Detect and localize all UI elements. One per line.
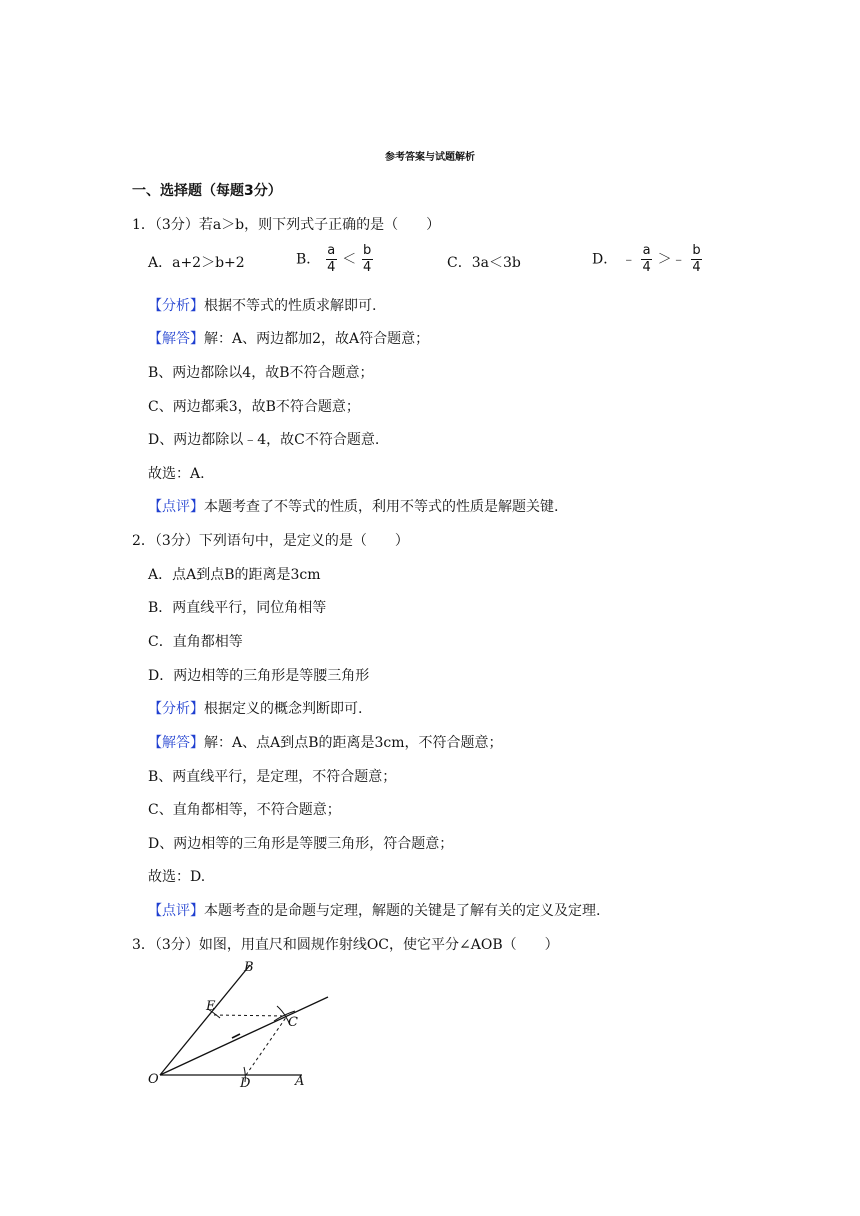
question-3-stem: 3．（3分）如图，用直尺和圆规作射线OC，使它平分∠AOB（ ） [132,937,559,953]
fraction-a-over-4: $\frac{a}{4}$ [327,243,336,275]
comment-text: 本题考查了不等式的性质，利用不等式的性质是解题关键. [204,499,559,515]
label-d: D [240,1076,251,1090]
q2-answer [148,732,503,752]
q1-option-b [296,244,374,275]
answer-line: 解：A、点A到点B的距离是3cm，不符合题意； [204,735,503,751]
analysis-text: 根据不等式的性质求解即可. [204,298,377,314]
q2-answer-line-3: C、直角都相等，不符合题意； [148,802,341,818]
answer-line: 解：A、两边都加2，故A符合题意； [204,331,430,347]
q1-choice: 故选：A. [148,466,205,482]
angle-bisector-figure [140,955,340,1090]
analysis-tag: 【分析】 [148,701,204,717]
fraction-b-over-4: $\frac{b}{4}$ [692,243,701,275]
question-1-stem: 1．（3分）若a＞b，则下列式子正确的是（ ） [132,217,441,233]
fraction-b-over-4: $\frac{b}{4}$ [363,243,372,275]
question-2-stem: 2．（3分）下列语句中，是定义的是（ ） [132,533,409,549]
q2-comment [148,900,600,920]
q2-answer-line-4: D、两边相等的三角形是等腰三角形，符合题意； [148,836,454,852]
section-heading: 一、选择题（每题3分） [132,183,282,199]
label-c: C [288,1015,298,1030]
answer-tag: 【解答】 [148,331,204,347]
analysis-tag: 【分析】 [148,298,204,314]
q1-option-d [592,244,703,275]
tick-mark [232,1034,240,1038]
ray-ob [160,965,250,1075]
ray-oc [160,997,328,1075]
minus-sign: ﹣ [621,251,636,268]
greater-than-minus-sign: ＞﹣ [657,251,686,268]
label-o: O [148,1072,159,1087]
q1-option-a: A．a+2＞b+2 [148,255,245,271]
q2-analysis [148,698,362,718]
comment-text: 本题考查的是命题与定理，解题的关键是了解有关的定义及定理. [204,903,601,919]
q1-answer-line-3: C、两边都乘3，故B不符合题意； [148,399,360,415]
q1-option-c: C．3a＜3b [447,255,521,271]
fraction-a-over-4: $\frac{a}{4}$ [642,243,651,275]
q2-answer-line-2: B、两直线平行，是定理，不符合题意； [148,769,397,785]
comment-tag: 【点评】 [148,499,204,515]
q2-choice: 故选：D. [148,869,206,885]
q1-analysis [148,295,376,315]
label-b: B [244,960,254,975]
page-title: 参考答案与试题解析 [385,152,475,163]
q2-option-a: A．点A到点B的距离是3cm [148,567,321,583]
q1-option-b-label: B． [296,251,321,268]
q1-answer-line-4: D、两边都除以﹣4，故C不符合题意. [148,432,380,448]
label-e: E [206,999,216,1014]
answer-tag: 【解答】 [148,735,204,751]
dashed-ec [214,1015,287,1016]
q2-option-d: D．两边相等的三角形是等腰三角形 [148,668,370,684]
q1-comment [148,496,558,516]
q1-answer-line-2: B、两边都除以4，故B不符合题意； [148,365,374,381]
q2-option-b: B．两直线平行，同位角相等 [148,600,327,616]
label-a: A [295,1074,305,1089]
analysis-text: 根据定义的概念判断即可. [204,701,363,717]
comment-tag: 【点评】 [148,903,204,919]
q1-option-d-label: D． [592,251,618,268]
q2-option-c: C．直角都相等 [148,634,243,650]
q1-answer [148,328,429,348]
less-than-sign: ＜ [342,251,357,268]
